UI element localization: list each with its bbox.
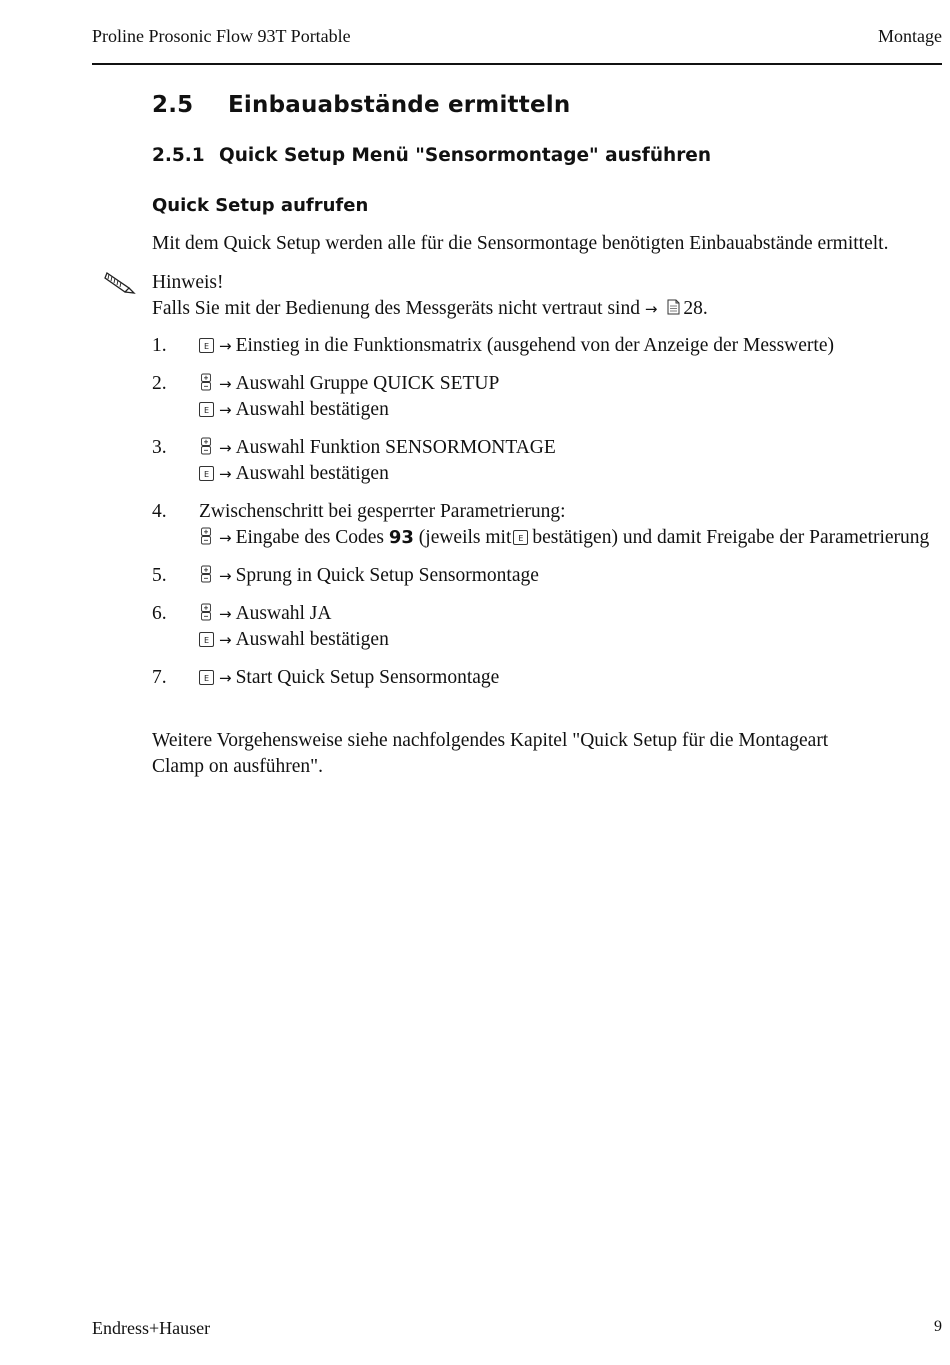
step-text: Auswahl JA	[235, 603, 332, 624]
arrow-icon: →	[219, 529, 232, 547]
arrow-icon: →	[219, 337, 232, 355]
enter-key-icon: E	[199, 402, 214, 417]
note-text-content: Falls Sie mit der Bedienung des Messgeräts nicht vertraut sind	[152, 298, 640, 319]
step-text: Auswahl bestätigen	[235, 399, 389, 420]
step-number: 6.	[152, 603, 167, 624]
step-text: Eingabe des Codes	[235, 527, 384, 548]
subsection-title	[152, 145, 711, 166]
step-2	[152, 371, 942, 423]
arrow-icon: →	[219, 605, 232, 623]
step-text: Zwischenschritt bei gesperrter Parametrierung:	[199, 501, 566, 522]
header-chapter: Montage	[878, 26, 942, 46]
plus-minus-key-icon	[199, 527, 213, 545]
arrow-icon: →	[219, 567, 232, 585]
unlock-code: 93	[388, 527, 414, 548]
page-reference[interactable]: 28.	[683, 298, 708, 319]
arrow-icon: →	[219, 465, 232, 483]
closing-paragraph	[152, 728, 828, 780]
step-number: 7.	[152, 667, 167, 688]
footer-company: Endress+Hauser	[92, 1318, 211, 1338]
section-title	[152, 92, 570, 118]
step-text: Auswahl Funktion SENSORMONTAGE	[235, 437, 556, 458]
plus-minus-key-icon	[199, 565, 213, 583]
step-number: 2.	[152, 373, 167, 394]
plus-minus-key-icon	[199, 603, 213, 621]
arrow-icon: →	[219, 375, 232, 393]
step-text: Sprung in Quick Setup Sensormontage	[235, 565, 539, 586]
step-6	[152, 601, 942, 653]
page-number: 9	[934, 1318, 942, 1335]
pencil-note-icon	[104, 270, 136, 294]
enter-key-icon: E	[199, 632, 214, 647]
closing-line-1: Weitere Vorgehensweise siehe nachfolgendes Kapitel "Quick Setup für die Montageart	[152, 730, 829, 751]
closing-line-2: Clamp on ausführen".	[152, 756, 323, 777]
note-label: Hinweis!	[152, 272, 224, 293]
plus-minus-key-icon	[199, 437, 213, 455]
step-text: Auswahl bestätigen	[235, 629, 389, 650]
arrow-icon: →	[219, 669, 232, 687]
step-1	[152, 333, 942, 359]
enter-key-icon: E	[513, 530, 528, 545]
step-text: Einstieg in die Funktionsmatrix (ausgehend von der Anzeige der Messwerte)	[235, 335, 834, 356]
document-page-icon	[667, 299, 680, 315]
step-3	[152, 435, 942, 487]
step-number: 5.	[152, 565, 167, 586]
step-number: 4.	[152, 501, 167, 522]
step-7	[152, 665, 942, 691]
step-text: (jeweils mit	[418, 527, 512, 548]
subsection-title-text: Quick Setup Menü "Sensormontage" ausführen	[219, 145, 712, 166]
arrow-icon: →	[219, 401, 232, 419]
step-number: 3.	[152, 437, 167, 458]
section-title-text: Einbauabstände ermitteln	[228, 92, 571, 118]
step-number: 1.	[152, 335, 167, 356]
header-product-name: Proline Prosonic Flow 93T Portable	[92, 26, 351, 46]
section-number: 2.5	[152, 92, 194, 118]
step-text: bestätigen) und damit Freigabe der Parametrierung	[532, 527, 930, 548]
plus-minus-key-icon	[199, 373, 213, 391]
step-5	[152, 563, 942, 589]
enter-key-icon: E	[199, 670, 214, 685]
header-divider	[92, 63, 942, 65]
arrow-icon: →	[219, 631, 232, 649]
arrow-icon: →	[644, 300, 658, 318]
step-text: Auswahl bestätigen	[235, 463, 389, 484]
note-text	[152, 296, 708, 322]
arrow-icon: →	[219, 439, 232, 457]
subsection-number: 2.5.1	[152, 145, 205, 166]
intro-paragraph: Mit dem Quick Setup werden alle für die Sensormontage benötigten Einbauabstände ermittelt.	[152, 233, 889, 254]
sub-heading: Quick Setup aufrufen	[152, 195, 369, 216]
step-text: Auswahl Gruppe QUICK SETUP	[235, 373, 500, 394]
step-4	[152, 499, 942, 551]
setup-steps-list	[152, 333, 942, 703]
enter-key-icon: E	[199, 466, 214, 481]
step-text: Start Quick Setup Sensormontage	[235, 667, 500, 688]
enter-key-icon: E	[199, 338, 214, 353]
